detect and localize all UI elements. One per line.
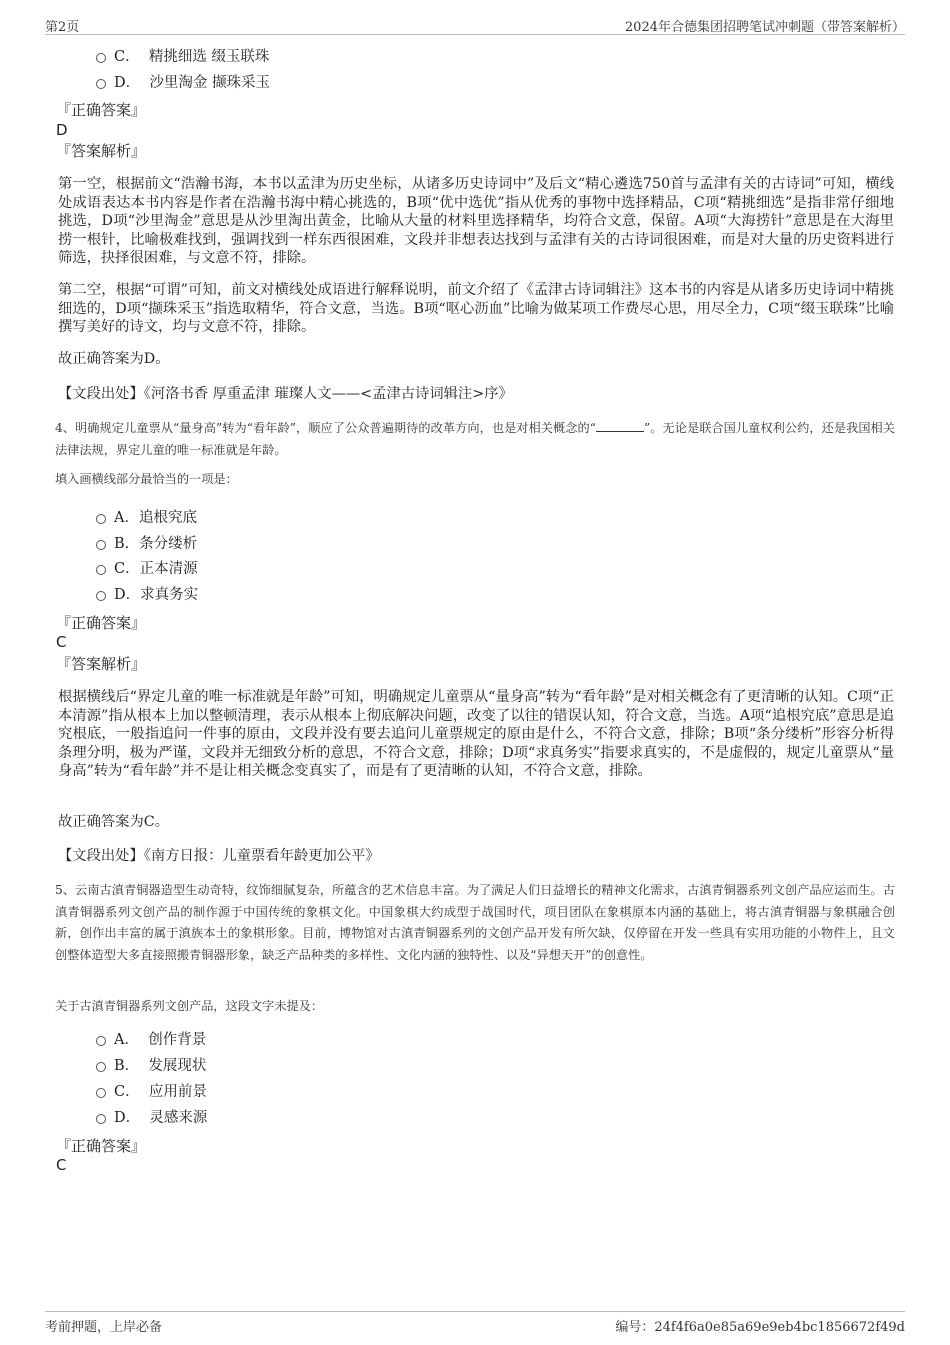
document-code: 编号：24f4f6a0e85a69e9eb4bc1856672f49d [615,1320,905,1335]
q3-answer: D [56,121,68,139]
answer-blank [596,420,644,432]
q4-option-d[interactable]: D．求真务实 [96,584,198,606]
q4-option-b[interactable]: B．条分缕析 [96,533,197,555]
q4-option-a[interactable]: A．追根究底 [96,507,197,529]
q5-answer: C [56,1156,67,1174]
footer-slogan: 考前押题，上岸必备 [45,1320,163,1335]
q3-analysis-label: 『答案解析』 [56,142,147,160]
radio-icon[interactable] [96,79,106,89]
q3-option-c[interactable]: C． 精挑细选 缀玉联珠 [96,46,269,68]
radio-icon[interactable] [96,1036,106,1046]
q4-answer: C [56,633,67,651]
q5-question: 5、云南古滇青铜器造型生动奇特，纹饰细腻复杂，所蕴含的艺术信息丰富。为了满足人们日益增长的精神文化需求，古滇青铜器系列文创产品应运而生。古滇青铜器系列文创产品的制作源于中国传统的象棋文化。中国象棋大约成型于战国时代，项目团队在象棋原本内涵的基础上，将古滇青铜器与象棋融合创新，创作出丰富的属于滇族本土的象棋形象。目前，博物馆对古滇青铜器系列的文创产品开发有所欠缺，仅停留在开发一些具有实用功能的小物件上，且文创整体造型大多直接照搬青铜器形象，缺乏产品种类的多样性、文化内涵的独特性、以及“异想天开”的创意性。 [55,883,895,962]
q3-analysis-paragraph-2: 第二空，根据“可谓”可知，前文对横线处成语进行解释说明，前文介绍了《孟津古诗词辑注》这本书的内容是从诸多历史诗词中精挑细选的，D项“撷珠采玉”指选取精华，符合文意，当选。B项“呕心沥血”比喻为做某项工作费尽心思，用尽全力，C项“缀玉联珠”比喻撰写美好的诗文，均与文意不符，排除。 [58,282,894,335]
radio-icon[interactable] [96,1062,106,1072]
radio-icon[interactable] [96,53,106,63]
q3-source: 【文段出处】《河洛书香 厚重孟津 璀璨人文——<孟津古诗词辑注>序》 [58,386,513,402]
q4-source: 【文段出处】《南方日报：儿童票看年龄更加公平》 [58,848,380,864]
radio-icon[interactable] [96,1114,106,1124]
q3-correct-label: 『正确答案』 [56,101,147,119]
radio-icon[interactable] [96,514,106,524]
page-footer [45,1311,905,1335]
q4-analysis-paragraph: 根据横线后“界定儿童的唯一标准就是年龄”可知，明确规定儿童票从“量身高”转为“看年龄”是对相关概念有了更清晰的认知。C项“正本清源”指从根本上加以整顿清理，表示从根本上彻底解决问题，改变了以往的错误认知，符合文意，当选。A项“追根究底”意思是追究根底，一般指追问一件事的原由，文段并没有要去追问儿童票规定的原由是什么，不符合文意，排除；B项“条分缕析”形容分析得条理分明，极为严谨，文段并无细致分析的意思，不符合文意，排除；D项“求真务实”指要求真实的，不是虚假的，规定儿童票从“量身高”转为“看年龄”并不是让相关概念变真实了，而是有了更清晰的认知，不符合文意，排除。 [58,689,894,779]
q5-option-c[interactable]: C． 应用前景 [96,1081,207,1103]
q4-prompt: 填入画横线部分最恰当的一项是： [55,472,238,486]
document-title: 2024年合德集团招聘笔试冲刺题（带答案解析） [624,20,905,35]
q3-option-d[interactable]: D． 沙里淘金 撷珠采玉 [96,72,270,94]
radio-icon[interactable] [96,540,106,550]
q3-conclusion: 故正确答案为D。 [58,351,170,367]
q5-prompt: 关于古滇青铜器系列文创产品，这段文字未提及： [55,999,324,1013]
page-header [45,14,905,35]
radio-icon[interactable] [96,565,106,575]
q4-question: 4、明确规定儿童票从“量身高”转为“看年龄”，顺应了公众普遍期待的改革方向，也是对相关概念的“ ”。无论是联合国儿童权利公约，还是我国相关法律法规，界定儿童的唯一标准就是年龄。 [55,421,895,457]
q5-option-a[interactable]: A． 创作背景 [96,1029,206,1051]
q5-option-d[interactable]: D． 灵感来源 [96,1107,207,1129]
radio-icon[interactable] [96,1088,106,1098]
q5-option-b[interactable]: B． 发展现状 [96,1055,206,1077]
q4-analysis-label: 『答案解析』 [56,655,147,673]
q4-correct-label: 『正确答案』 [56,614,147,632]
q5-correct-label: 『正确答案』 [56,1137,147,1155]
q3-analysis-paragraph-1: 第一空，根据前文“浩瀚书海，本书以孟津为历史坐标，从诸多历史诗词中”及后文“精心遴选750首与孟津有关的古诗词”可知，横线处成语表达本书内容是作者在浩瀚书海中精心挑选的，B项“优中选优”指从优秀的事物中选择精品，C项“精挑细选”是指非常仔细地挑选，D项“沙里淘金”意思是从沙里淘出黄金，比喻从大量的材料里选择精华，均符合文意，保留。A项“大海捞针”意思是在大海里捞一根针，比喻极难找到，强调找到一样东西很困难，文段并非想表达找到与孟津有关的古诗词很困难，而是对大量的历史资料进行筛选，抉择很困难，与文意不符，排除。 [58,176,894,266]
radio-icon[interactable] [96,591,106,601]
page-number: 第2页 [45,20,80,35]
q4-option-c[interactable]: C．正本清源 [96,558,198,580]
q4-conclusion: 故正确答案为C。 [58,814,170,830]
